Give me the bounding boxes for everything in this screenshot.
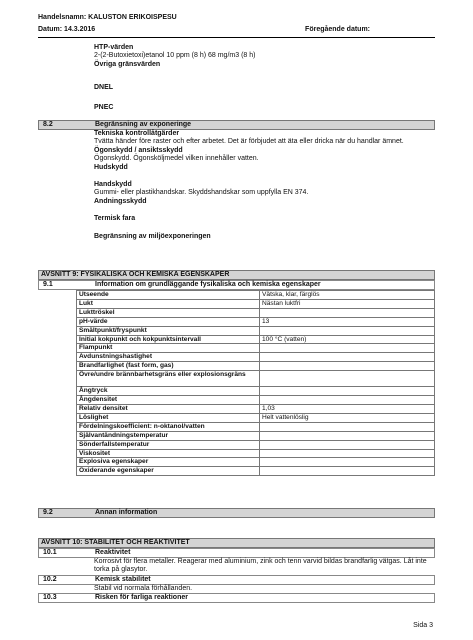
property-row <box>77 371 435 387</box>
property-row <box>77 396 435 405</box>
section-title: Reaktivitet <box>95 548 131 556</box>
property-row <box>77 387 435 396</box>
property-value <box>260 449 435 458</box>
property-value: 1,03 <box>260 404 435 413</box>
htp-title: HTP-värden <box>94 44 134 51</box>
property-value <box>260 431 435 440</box>
section-8-2 <box>38 120 435 241</box>
property-name: Initial kokpunkt och kokpunktsintervall <box>77 335 260 344</box>
thermal-hazard-title: Termisk fara <box>94 215 136 223</box>
property-row <box>77 449 435 458</box>
property-name: Ångtryck <box>77 387 260 396</box>
property-row <box>77 326 435 335</box>
property-row <box>77 422 435 431</box>
technical-controls-text: Tvätta händer före raster och efter arbetet. Det är förbjudet att äta eller dricka när du handlar ämnet. <box>94 138 404 146</box>
section-10-header: AVSNITT 10: STABILITET OCH REAKTIVITET <box>38 538 435 548</box>
property-name: Avdunstningshastighet <box>77 353 260 362</box>
property-row <box>77 431 435 440</box>
section-number: 8.2 <box>43 120 53 128</box>
date-line <box>38 26 435 38</box>
property-value <box>260 396 435 405</box>
property-name: Lukt <box>77 299 260 308</box>
property-value <box>260 467 435 476</box>
page-number: Sida 3 <box>413 622 433 629</box>
property-row <box>77 440 435 449</box>
section-9-header: AVSNITT 9: FYSIKALISKA OCH KEMISKA EGENSKAPER <box>38 270 435 280</box>
section-number: 10.3 <box>43 593 57 601</box>
property-value <box>260 344 435 353</box>
property-value <box>260 440 435 449</box>
property-name: Utseende <box>77 291 260 300</box>
property-row <box>77 404 435 413</box>
section-10 <box>38 538 435 603</box>
property-value <box>260 353 435 362</box>
eye-protection-title: Ögonskydd / ansiktsskydd <box>94 146 183 154</box>
section-number: 10.1 <box>43 548 57 556</box>
section-title: Kemisk stabilitet <box>95 575 151 583</box>
property-name: Lukttröskel <box>77 308 260 317</box>
property-value <box>260 326 435 335</box>
document-date: Datum: 14.3.2016 <box>38 26 96 33</box>
stability-text: Stabil vid normala förhållanden. <box>94 584 193 592</box>
product-name: Handelsnamn: KALUSTON ERIKOISPESU <box>38 14 177 21</box>
property-row <box>77 413 435 422</box>
technical-controls-title: Tekniska kontrollåtgärder <box>94 130 180 137</box>
section-9 <box>38 270 435 476</box>
property-name: pH-värde <box>77 317 260 326</box>
property-row <box>77 335 435 344</box>
previous-date: Föregående datum: <box>305 26 370 33</box>
property-value <box>260 387 435 396</box>
reactivity-text: Korrosivt för flera metaller. Reagerar med aluminium, zink och tenn varvid bildas brandfarlig vätgas. Låt inte torka på glasytor. <box>94 558 427 574</box>
property-name: Självantändningstemperatur <box>77 431 260 440</box>
property-name: Brandfarlighet (fast form, gas) <box>77 362 260 371</box>
section-title: Information om grundläggande fysikaliska och kemiska egenskaper <box>95 280 321 288</box>
section-10-2-header <box>38 575 435 585</box>
environmental-exposure-title: Begränsning av miljöexponeringen <box>94 232 211 240</box>
skin-protection-title: Hudskydd <box>94 163 128 171</box>
section-number: 9.2 <box>43 508 53 516</box>
section-number: 9.1 <box>43 280 53 288</box>
property-row <box>77 308 435 317</box>
section-9-2 <box>38 508 435 518</box>
properties-table <box>76 290 435 476</box>
property-row <box>77 362 435 371</box>
section-10-1-header <box>38 548 435 558</box>
section-title: Risken för farliga reaktioner <box>95 593 188 601</box>
property-name: Löslighet <box>77 413 260 422</box>
section-10-3-header <box>38 593 435 603</box>
property-value: Helt vattenlöslig <box>260 413 435 422</box>
property-name: Flampunkt <box>77 344 260 353</box>
property-value: 100 °C (vatten) <box>260 335 435 344</box>
property-value: Vätska, klar, färglös <box>260 291 435 300</box>
exposure-limits <box>38 44 435 112</box>
hand-protection-title: Handskydd <box>94 180 132 188</box>
section-8-2-header <box>38 120 435 130</box>
property-name: Smältpunkt/fryspunkt <box>77 326 260 335</box>
section-title: Begränsning av exponeringe <box>95 120 192 128</box>
property-row <box>77 344 435 353</box>
property-value: Nästan luktfri <box>260 299 435 308</box>
property-row <box>77 458 435 467</box>
property-value <box>260 422 435 431</box>
property-row <box>77 317 435 326</box>
property-name: Fördelningskoefficient: n-oktanol/vatten <box>77 422 260 431</box>
respiratory-protection-title: Andningsskydd <box>94 197 147 205</box>
property-row <box>77 299 435 308</box>
property-name: Ångdensitet <box>77 396 260 405</box>
page-header <box>38 14 435 38</box>
section-9-1-header <box>38 280 435 290</box>
dnel-title: DNEL <box>94 84 114 92</box>
eye-protection-text: Ögonskydd. Ögonsköljmedel vilken innehåller vatten. <box>94 155 259 163</box>
property-value <box>260 308 435 317</box>
property-row <box>77 467 435 476</box>
other-limits-title: Övriga gränsvärden <box>94 60 161 68</box>
property-value <box>260 458 435 467</box>
property-name: Sönderfallstemperatur <box>77 440 260 449</box>
property-value: 13 <box>260 317 435 326</box>
section-9-2-header <box>38 508 435 518</box>
property-name: Relativ densitet <box>77 404 260 413</box>
property-name: Viskositet <box>77 449 260 458</box>
property-row <box>77 353 435 362</box>
section-number: 10.2 <box>43 575 57 583</box>
property-row <box>77 291 435 300</box>
property-value <box>260 371 435 387</box>
property-name: Övre/undre brännbarhetsgräns eller explosionsgräns <box>77 371 260 387</box>
section-title: Annan information <box>95 508 158 516</box>
hand-protection-text: Gummi- eller plastikhandskar. Skyddshandskar som uppfylla EN 374. <box>94 189 309 197</box>
htp-value: 2-(2-Butoxietoxi)etanol 10 ppm (8 h) 68 mg/m3 (8 h) <box>94 52 256 60</box>
property-value <box>260 362 435 371</box>
pnec-title: PNEC <box>94 103 114 111</box>
property-name: Explosiva egenskaper <box>77 458 260 467</box>
property-name: Oxiderande egenskaper <box>77 467 260 476</box>
